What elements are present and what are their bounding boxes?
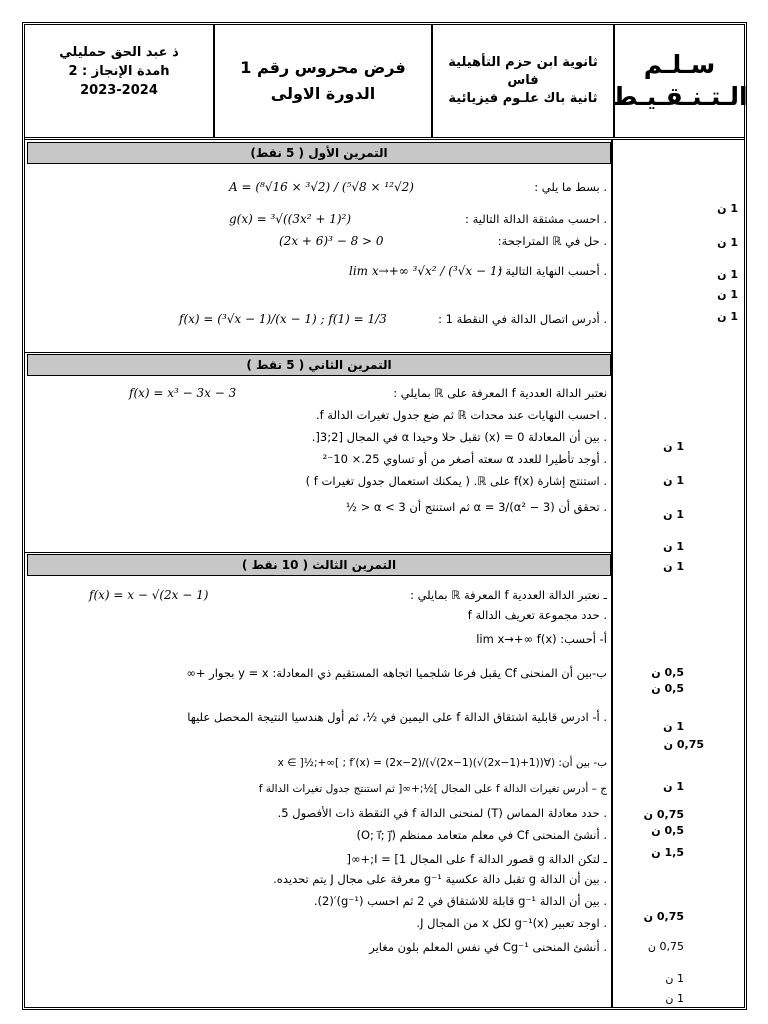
ex2-q5: . تحقق أن α = 3/(α² − 3) ثم استنتج أن 3 > α < ½ [345,500,607,514]
ex3-q7: . بين أن الدالة g⁻¹ قابلة للاشتقاق في 2 ثم احسب (g⁻¹)′(2). [313,894,607,908]
school-cell [431,25,613,137]
points-ex3-7: 0,5 ن [651,824,684,837]
header-table [25,25,748,140]
ex3-intro: ـ نعتبر الدالة العددية f المعرفة ℝ بمايلي : f(x) = x − √(2x − 1) [89,588,607,602]
scale-title-2: الـتـنـقـيـط [611,82,748,111]
points-ex3-2: 0,5 ن [651,682,684,695]
school-year: 2023-2024 [80,82,158,98]
points-ex3-9: 0,75 ن [643,910,684,923]
session: الدورة الاولى [270,84,376,103]
ex1-q3: . حل في ℝ المتراجحة: (2x + 6)³ − 8 > 0 [279,234,607,248]
points-ex3-11: 1 ن [665,972,684,985]
teacher-cell [25,25,213,137]
ex3-q9: . أنشئ المنحنى Cg⁻¹ في نفس المعلم بلون مغاير [369,940,607,954]
points-ex2-1: 1 ن [663,440,684,453]
exam-sheet [22,22,747,1010]
points-ex1-5: 1 ن [717,310,738,323]
ex3-part2: ـ لتكن الدالة g قصور الدالة f على المجال I = [1;+∞[ [346,852,607,866]
points-ex3-8: 1,5 ن [651,846,684,859]
ex1-q5: . أدرس اتصال الدالة في النقطة 1 : f(x) = (³√x − 1)/(x − 1) ; f(1) = 1/3 [179,312,607,326]
ex1-q4: . أحسب النهاية التالية : lim x→+∞ ³√x² / (³√x − 1) [349,264,607,278]
ex2-q4: . استنتج إشارة f(x) على ℝ. ( يمكنك استعمال جدول تغيرات f ) [305,474,607,488]
school-name: ثانوية ابن حزم التأهيلية [448,55,598,70]
ex2-q2: . بين أن المعادلة 0 = (x) تقبل حلا وحيدا α في المجال [2;3[. [311,430,607,444]
ex2-section [25,380,613,556]
divider [25,552,613,553]
points-ex2-5: 1 ن [663,560,684,573]
exam-title: فرض محروس رقم 1 [240,58,406,77]
ex3-q4: . حدد معادلة المماس (T) لمنحنى الدالة f في النقطة ذات الأفصول 5. [277,806,607,820]
exam-body [25,140,744,1007]
points-ex2-4: 1 ن [663,540,684,553]
school-city: فاس [507,73,539,88]
points-ex1-3: 1 ن [717,268,738,281]
points-ex3-6: 0,75 ن [643,808,684,821]
ex1-title: التمرين الأول ( 5 نقط) [27,142,611,164]
ex1-section [25,170,613,352]
divider [25,352,613,353]
points-ex1-2: 1 ن [717,236,738,249]
points-ex3-3: 1 ن [663,720,684,733]
ex2-q3: . أوجد تأطيرا للعدد α سعته أصغر من أو تساوي 25.× 10⁻² [322,452,607,466]
ex2-q1: . احسب النهايات عند محدات ℝ ثم ضع جدول تغيرات الدالة f. [315,408,607,422]
class-level: ثانية باك علـوم فيزيائية [448,91,598,106]
points-ex3-4: 0,75 ن [663,738,704,751]
points-column [615,140,744,1007]
ex3-q5: . أنشئ المنحنى Cf في معلم متعامد ممنظم (O; i⃗; j⃗) [356,828,607,842]
duration: مدة الإنجاز : 2h [68,63,170,79]
scale-title-1: سـلـم [643,50,716,79]
points-ex2-3: 1 ن [663,508,684,521]
points-ex1-4: 1 ن [717,288,738,301]
points-ex3-12: 1 ن [665,992,684,1005]
ex3-section [25,582,613,1002]
ex3-q3c: ج – أدرس تغيرات الدالة f على المجال ]½;+∞[ ثم استنتج جدول تغيرات الدالة f [258,783,607,795]
ex2-title: التمرين الثاني ( 5 نقط ) [27,354,611,376]
ex3-q8: . اوجد تعبير g⁻¹(x) لكل x من المجال J. [416,916,607,930]
ex2-intro: نعتبر الدالة العددية f المعرفة على ℝ بمايلي : f(x) = x³ − 3x − 3 [129,386,607,400]
points-ex3-10: 0,75 ن [647,940,684,953]
ex3-q2a: أ- أحسب: lim x→+∞ f(x) [476,632,607,646]
points-ex1-1: 1 ن [717,202,738,215]
ex1-q2: . احسب مشتقة الدالة التالية : g(x) = ³√((3x² + 1)²) [229,212,607,226]
ex3-q3a: . أ- ادرس قابلية اشتقاق الدالة f على اليمين في ½، ثم أول هندسيا النتيجة المحصل عليها [187,710,607,724]
scale-cell [611,25,748,137]
points-ex3-5: 1 ن [663,780,684,793]
title-cell [213,25,431,137]
ex3-title: التمرين الثالث ( 10 نقط ) [27,554,611,576]
ex1-q1: . بسط ما يلي : A = (⁸√16 × ³√2) / (⁵√8 × ¹²√2) [229,180,607,194]
points-ex3-1: 0,5 ن [651,666,684,679]
ex3-q1: . حدد مجموعة تعريف الدالة f [467,608,607,622]
ex3-q3b: ب- بين أن: (∀x ∈ ]½;+∞[ ; f′(x) = (2x−2)/(√(2x−1)(√(2x−1)+1)) [277,757,607,769]
questions-column [25,140,613,1007]
ex3-q2b: ب-بين أن المنحنى Cf يقبل فرعا شلجميا اتجاهه المستقيم ذي المعادلة: y = x بجوار +∞ [186,666,607,680]
teacher-name: ذ عبد الحق حمليلي [59,44,179,60]
points-ex2-2: 1 ن [663,474,684,487]
ex3-q6: . بين أن الدالة g تقبل دالة عكسية g⁻¹ معرفة على مجال J يتم تحديده. [273,872,607,886]
